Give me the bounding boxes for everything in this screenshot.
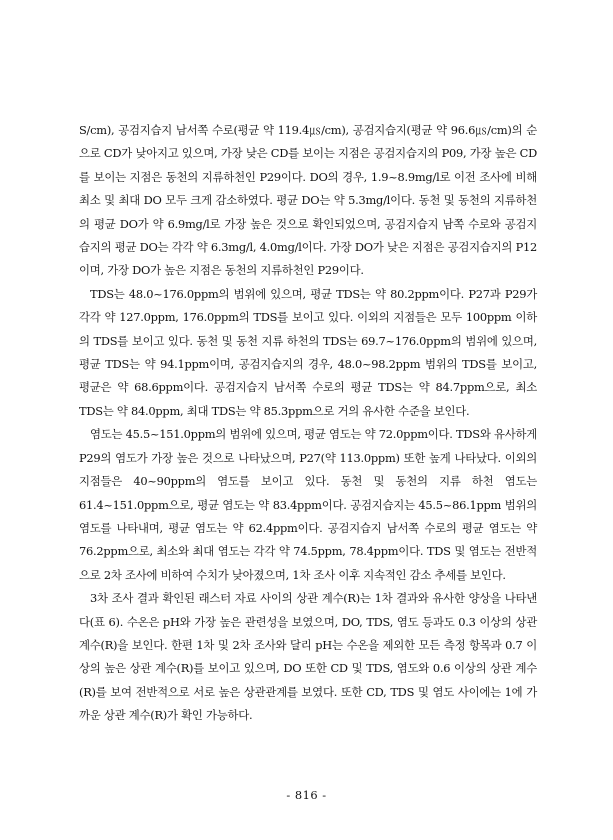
paragraph-salinity: 염도는 45.5~151.0ppm의 범위에 있으며, 평균 염도는 약 72.0ppm이다. TDS와 유사하게 P29의 염도가 가장 높은 것으로 나타났으며, P27(약 113.0ppm) 또한 높게 나타났다. 이외의 지점들은 40~90ppm의 염도를 보이고 있다. 동천 및 동천의 지류 하천 염도는 61.4~151.0ppm으로, 평균 염도는 약 83.4ppm이다. 공검지습지는 45.5~86.1ppm 범위의 염도를 나타내며, 평균 염도는 약 62.4ppm이다. 공검지습지 남서쪽 수로의 평균 염도는 약 76.2ppm으로, 최소와 최대 염도는 각각 약 74.5ppm, 78.4ppm이다. TDS 및 염도는 전반적으로 2차 조사에 비하여 수치가 낮아졌으며, 1차 조사 이후 지속적인 감소 추세를 보인다. (79, 427, 537, 582)
paragraph-tds: TDS는 48.0~176.0ppm의 범위에 있으며, 평균 TDS는 약 80.2ppm이다. P27과 P29가 각각 약 127.0ppm, 176.0ppm의 TDS를 보이고 있다. 이외의 지점들은 모두 100ppm 이하의 TDS를 보이고 있다. 동천 및 동천 지류 하천의 TDS는 69.7~176.0ppm의 범위에 있으며, 평균 TDS는 약 94.1ppm이며, 공검지습지의 경우, 48.0~98.2ppm 범위의 TDS를 보이고, 평균은 약 68.6ppm이다. 공검지습지 남서쪽 수로의 평균 TDS는 약 84.7ppm으로, 최소 TDS는 약 84.0ppm, 최대 TDS는 약 85.3ppm으로 거의 유사한 수준을 보인다. (79, 286, 537, 418)
paragraph-cd-do: S/cm), 공검지습지 남서쪽 수로(평균 약 119.4㎲/cm), 공검지습지(평균 약 96.6㎲/cm)의 순으로 CD가 낮아지고 있으며, 가장 낮은 CD를 보이는 지점은 공검지습지의 P09, 가장 높은 CD를 보이는 지점은 동천의 지류하천인 P29이다. DO의 경우, 1.9~8.9mg/l로 이전 조사에 비해 최소 및 최대 DO 모두 크게 감소하였다. 평균 DO는 약 5.3mg/l이다. 동천 및 동천의 지류하천의 평균 DO가 약 6.9mg/l로 가장 높은 것으로 확인되었으며, 공검지습지 남쪽 수로와 공검지습지의 평균 DO는 각각 약 6.3mg/l, 4.0mg/l이다. 가장 DO가 낮은 지점은 공검지습지의 P12이며, 가장 DO가 높은 지점은 동천의 지류하천인 P29이다. (79, 123, 537, 278)
body-text (79, 119, 537, 728)
paragraph-correlation: 3차 조사 결과 확인된 래스터 자료 사이의 상관 계수(R)는 1차 결과와 유사한 양상을 나타낸다(표 6). 수온은 pH와 가장 높은 관련성을 보였으며, DO, TDS, 염도 등과도 0.3 이상의 상관 계수(R)을 보인다. 한편 1차 및 2차 조사와 달리 pH는 수온을 제외한 모든 측정 항목과 0.7 이상의 높은 상관 계수(R)를 보이고 있으며, DO 또한 CD 및 TDS, 염도와 0.6 이상의 상관 계수(R)를 보여 전반적으로 서로 높은 상관관계를 보였다. 또한 CD, TDS 및 염도 사이에는 1에 가까운 상관 계수(R)가 확인 가능하다. (79, 591, 537, 723)
page-number: - 816 - (286, 788, 327, 802)
